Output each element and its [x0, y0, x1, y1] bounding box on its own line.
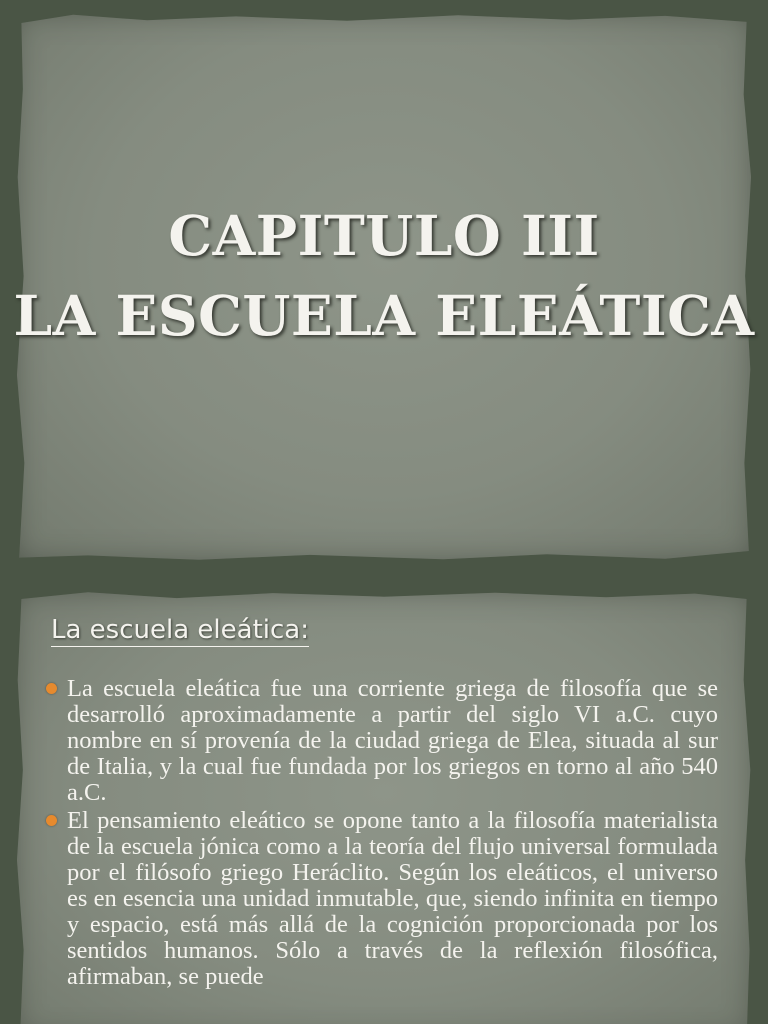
list-item: [46, 808, 718, 990]
list-item: [46, 676, 718, 806]
slide-title: [0, 196, 768, 356]
title-line-school: LA ESCUELA ELEÁTICA: [13, 283, 755, 348]
bullet-dot-icon: [46, 683, 57, 694]
title-line-chapter: CAPITULO III: [168, 203, 600, 268]
section-heading: La escuela eleática:: [51, 615, 309, 645]
bullet-list: [46, 676, 718, 992]
bullet-dot-icon: [46, 815, 57, 826]
bullet-text: La escuela eleática fue una corriente griega de filosofía que se desarrolló aproximadamente a partir del siglo VI a.C. cuyo nombre en sí provenía de la ciudad griega de Elea, situada al sur de Italia, y la cual fue fundada por los griegos en torno al año 540 a.C.: [67, 675, 718, 806]
content-slide: [0, 576, 768, 1024]
bullet-text: El pensamiento eleático se opone tanto a la filosofía materialista de la escuela jónica como a la teoría del flujo universal formulada por el filósofo griego Heráclito. Según los eleáticos, el universo es en esencia una unidad inmutable, que, siendo infinita en tiempo y espacio, está más allá de la cognición proporcionada por los sentidos humanos. Sólo a través de la reflexión filosófica, afirmaban, se puede: [67, 807, 718, 990]
